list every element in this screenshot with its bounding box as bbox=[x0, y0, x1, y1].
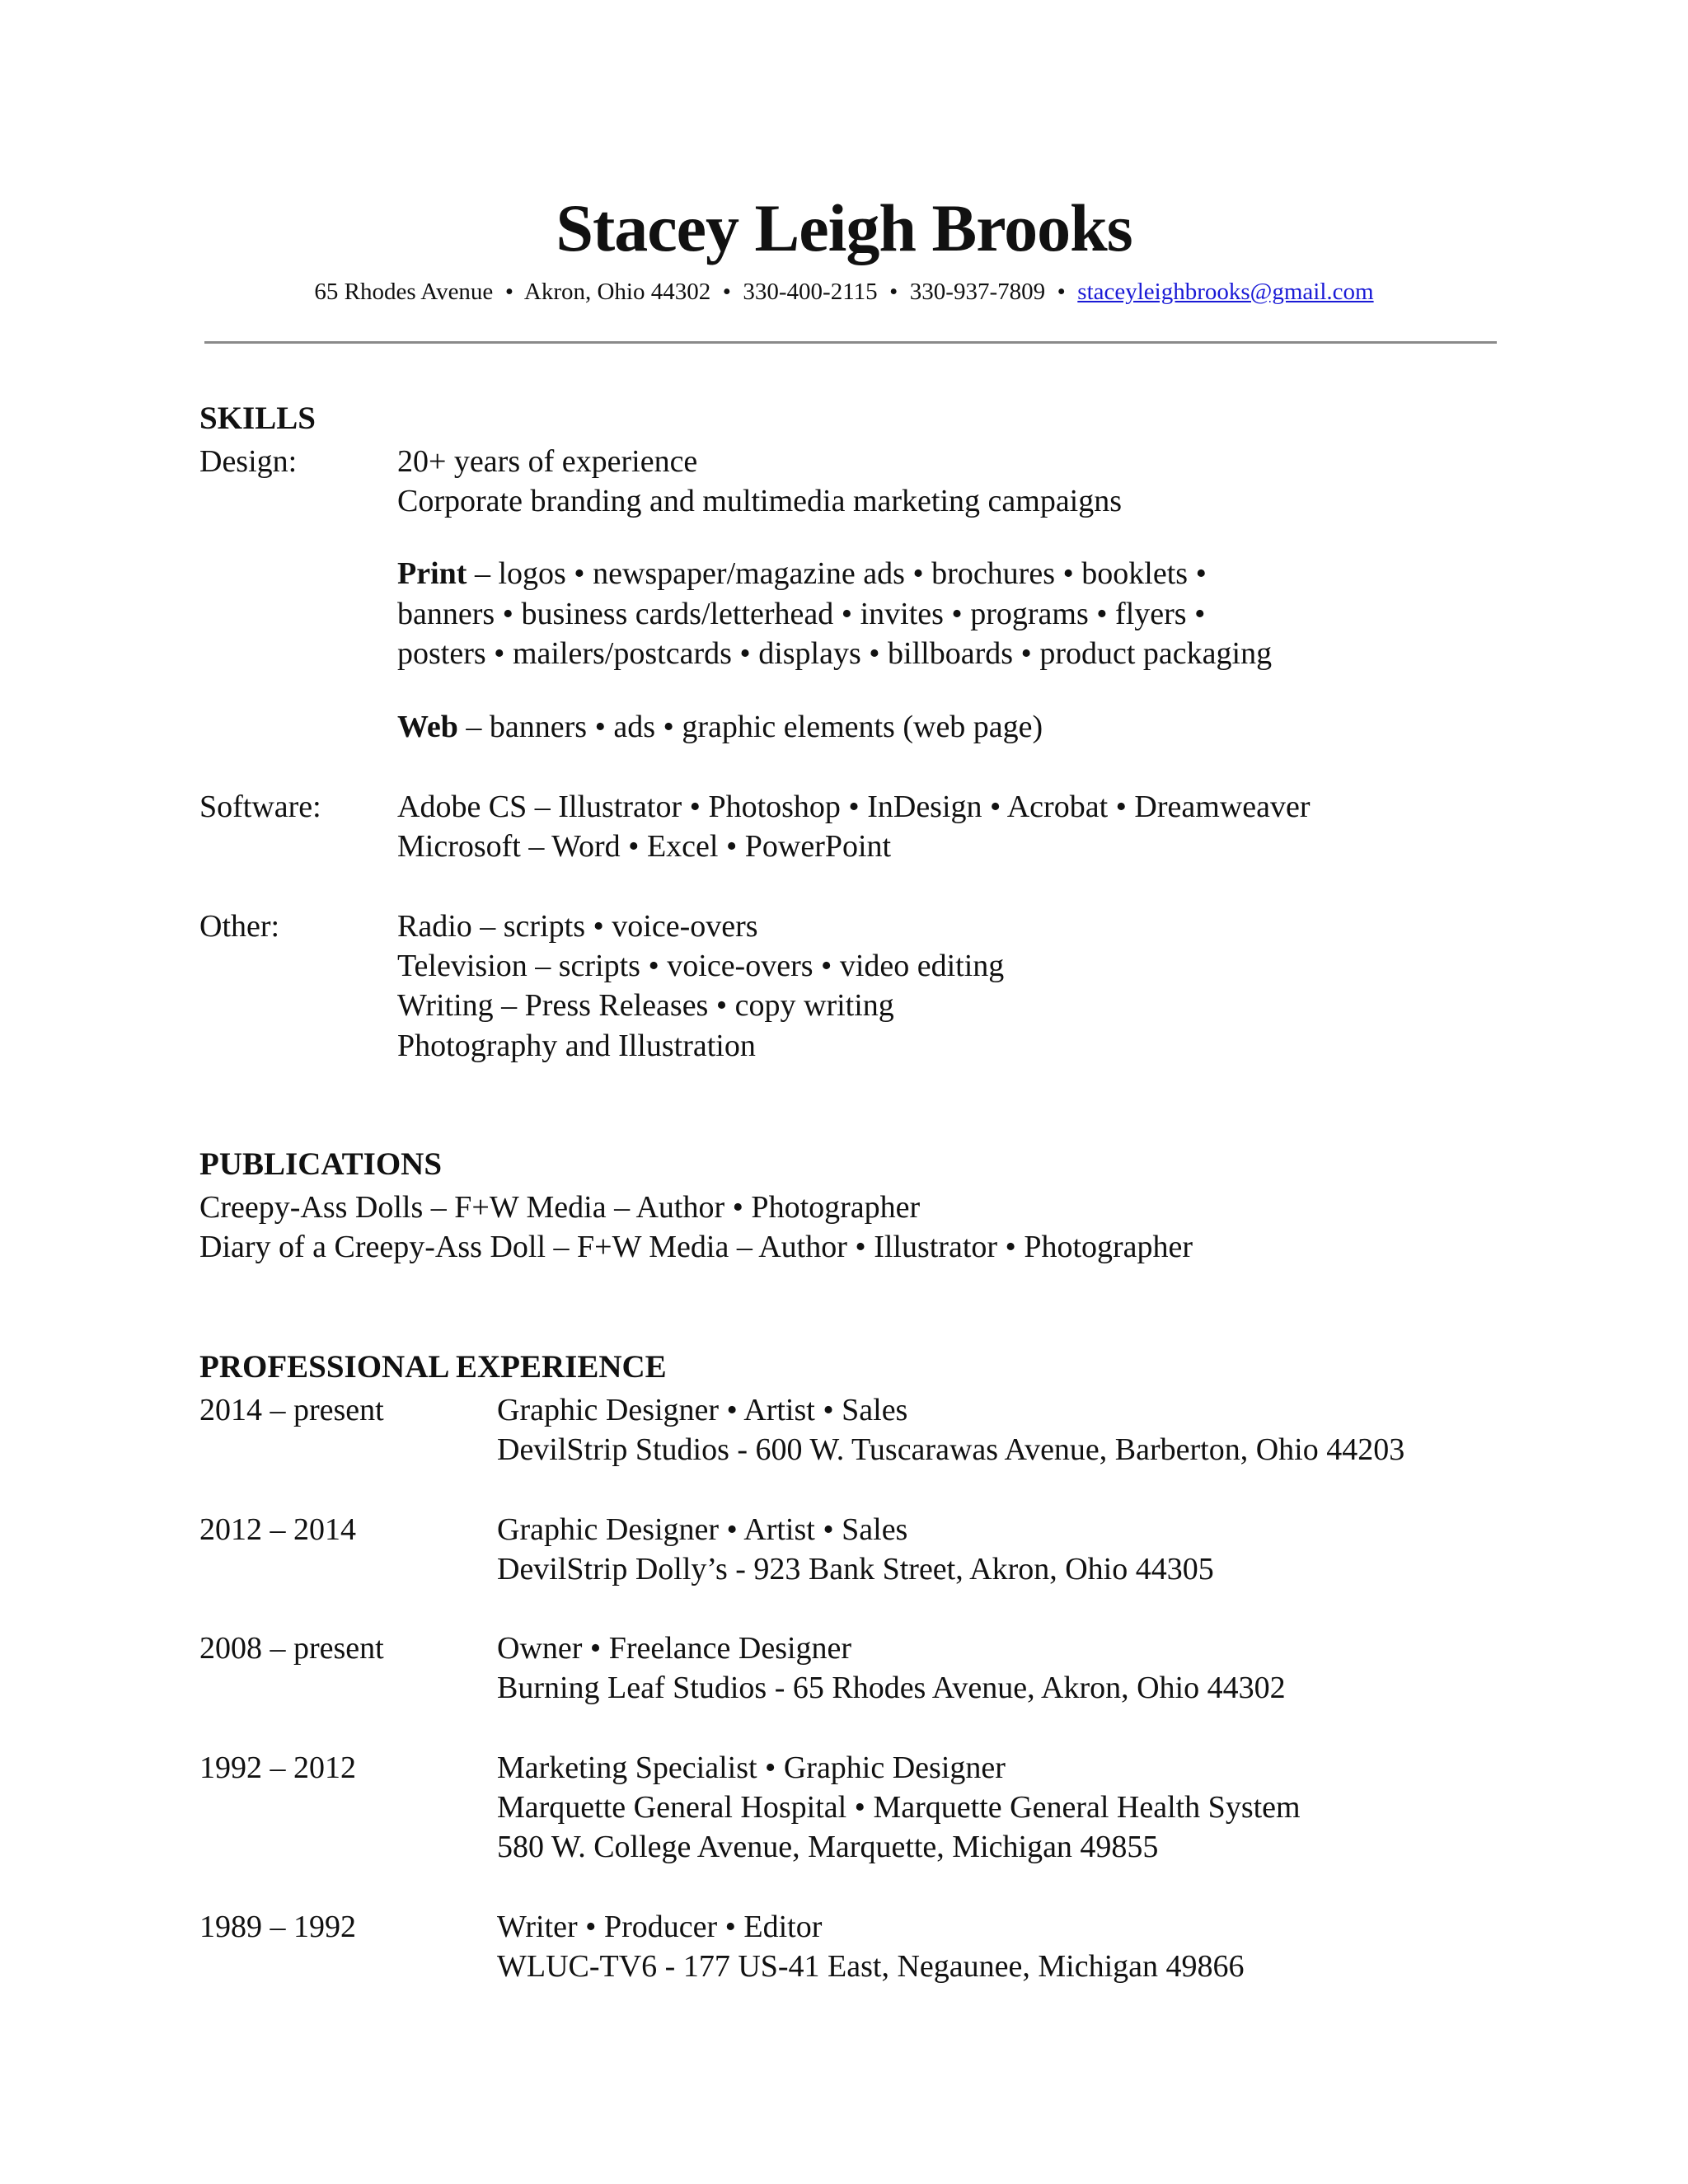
other-line: Photography and Illustration bbox=[397, 1029, 756, 1063]
software-line: Microsoft – Word • Excel • PowerPoint bbox=[397, 829, 892, 864]
job-dates: 2008 – present bbox=[199, 1631, 384, 1666]
contact-line bbox=[0, 280, 1688, 304]
contact-city: Akron, Ohio 44302 bbox=[523, 279, 711, 305]
job-title: Marketing Specialist • Graphic Designer bbox=[497, 1750, 1006, 1785]
job-dates: 2012 – 2014 bbox=[199, 1512, 356, 1547]
print-skills-line: banners • business cards/letterhead • invites • programs • flyers • bbox=[397, 597, 1206, 631]
design-line: Corporate branding and multimedia marketing campaigns bbox=[397, 484, 1123, 518]
software-line: Adobe CS – Illustrator • Photoshop • InDesign • Acrobat • Dreamweaver bbox=[397, 790, 1311, 824]
separator-dot: • bbox=[889, 279, 898, 305]
job-employer: WLUC-TV6 - 177 US-41 East, Negaunee, Michigan 49866 bbox=[497, 1949, 1245, 1984]
publication-item: Creepy-Ass Dolls – F+W Media – Author • Photographer bbox=[199, 1190, 921, 1225]
job-title: Writer • Producer • Editor bbox=[497, 1910, 823, 1944]
job-employer: DevilStrip Studios - 600 W. Tuscarawas Avenue, Barberton, Ohio 44203 bbox=[497, 1432, 1405, 1467]
separator-dot: • bbox=[1057, 279, 1066, 305]
publication-item: Diary of a Creepy-Ass Doll – F+W Media – Author • Illustrator • Photographer bbox=[199, 1230, 1193, 1264]
job-dates: 1992 – 2012 bbox=[199, 1750, 356, 1785]
separator-dot: • bbox=[504, 279, 513, 305]
job-title: Graphic Designer • Artist • Sales bbox=[497, 1512, 908, 1547]
job-employer: DevilStrip Dolly’s - 923 Bank Street, Akron, Ohio 44305 bbox=[497, 1552, 1214, 1586]
print-skills-line: posters • mailers/postcards • displays • billboards • product packaging bbox=[397, 636, 1273, 671]
resume-name: Stacey Leigh Brooks bbox=[556, 190, 1132, 265]
job-title: Owner • Freelance Designer bbox=[497, 1631, 852, 1666]
publications-heading: PUBLICATIONS bbox=[199, 1146, 443, 1182]
job-dates: 1989 – 1992 bbox=[199, 1910, 356, 1944]
job-employer: Marquette General Hospital • Marquette General Health System bbox=[497, 1790, 1301, 1825]
contact-phone-1: 330-400-2115 bbox=[743, 279, 878, 305]
web-label: Web bbox=[397, 710, 458, 744]
other-line: Television – scripts • voice-overs • video editing bbox=[397, 949, 1005, 983]
contact-address: 65 Rhodes Avenue bbox=[314, 279, 494, 305]
skills-heading: SKILLS bbox=[199, 401, 316, 436]
job-dates: 2014 – present bbox=[199, 1393, 384, 1427]
design-label: Design: bbox=[199, 444, 298, 479]
software-label: Software: bbox=[199, 790, 321, 824]
web-skills-line: Web – banners • ads • graphic elements (web page) bbox=[397, 710, 1043, 744]
other-line: Writing – Press Releases • copy writing bbox=[397, 988, 894, 1023]
other-label: Other: bbox=[199, 909, 280, 944]
header-divider bbox=[204, 341, 1497, 344]
job-title: Graphic Designer • Artist • Sales bbox=[497, 1393, 908, 1427]
experience-heading: PROFESSIONAL EXPERIENCE bbox=[199, 1349, 667, 1385]
print-label: Print bbox=[397, 556, 467, 591]
other-line: Radio – scripts • voice-overs bbox=[397, 909, 758, 944]
contact-email-link[interactable]: staceyleighbrooks@gmail.com bbox=[1077, 279, 1374, 305]
print-skills-line: Print – logos • newspaper/magazine ads • brochures • booklets • bbox=[397, 556, 1207, 591]
job-employer: Burning Leaf Studios - 65 Rhodes Avenue, Akron, Ohio 44302 bbox=[497, 1671, 1286, 1705]
design-line: 20+ years of experience bbox=[397, 444, 698, 479]
job-address: 580 W. College Avenue, Marquette, Michigan 49855 bbox=[497, 1830, 1159, 1864]
separator-dot: • bbox=[722, 279, 731, 305]
contact-phone-2: 330-937-7809 bbox=[909, 279, 1046, 305]
